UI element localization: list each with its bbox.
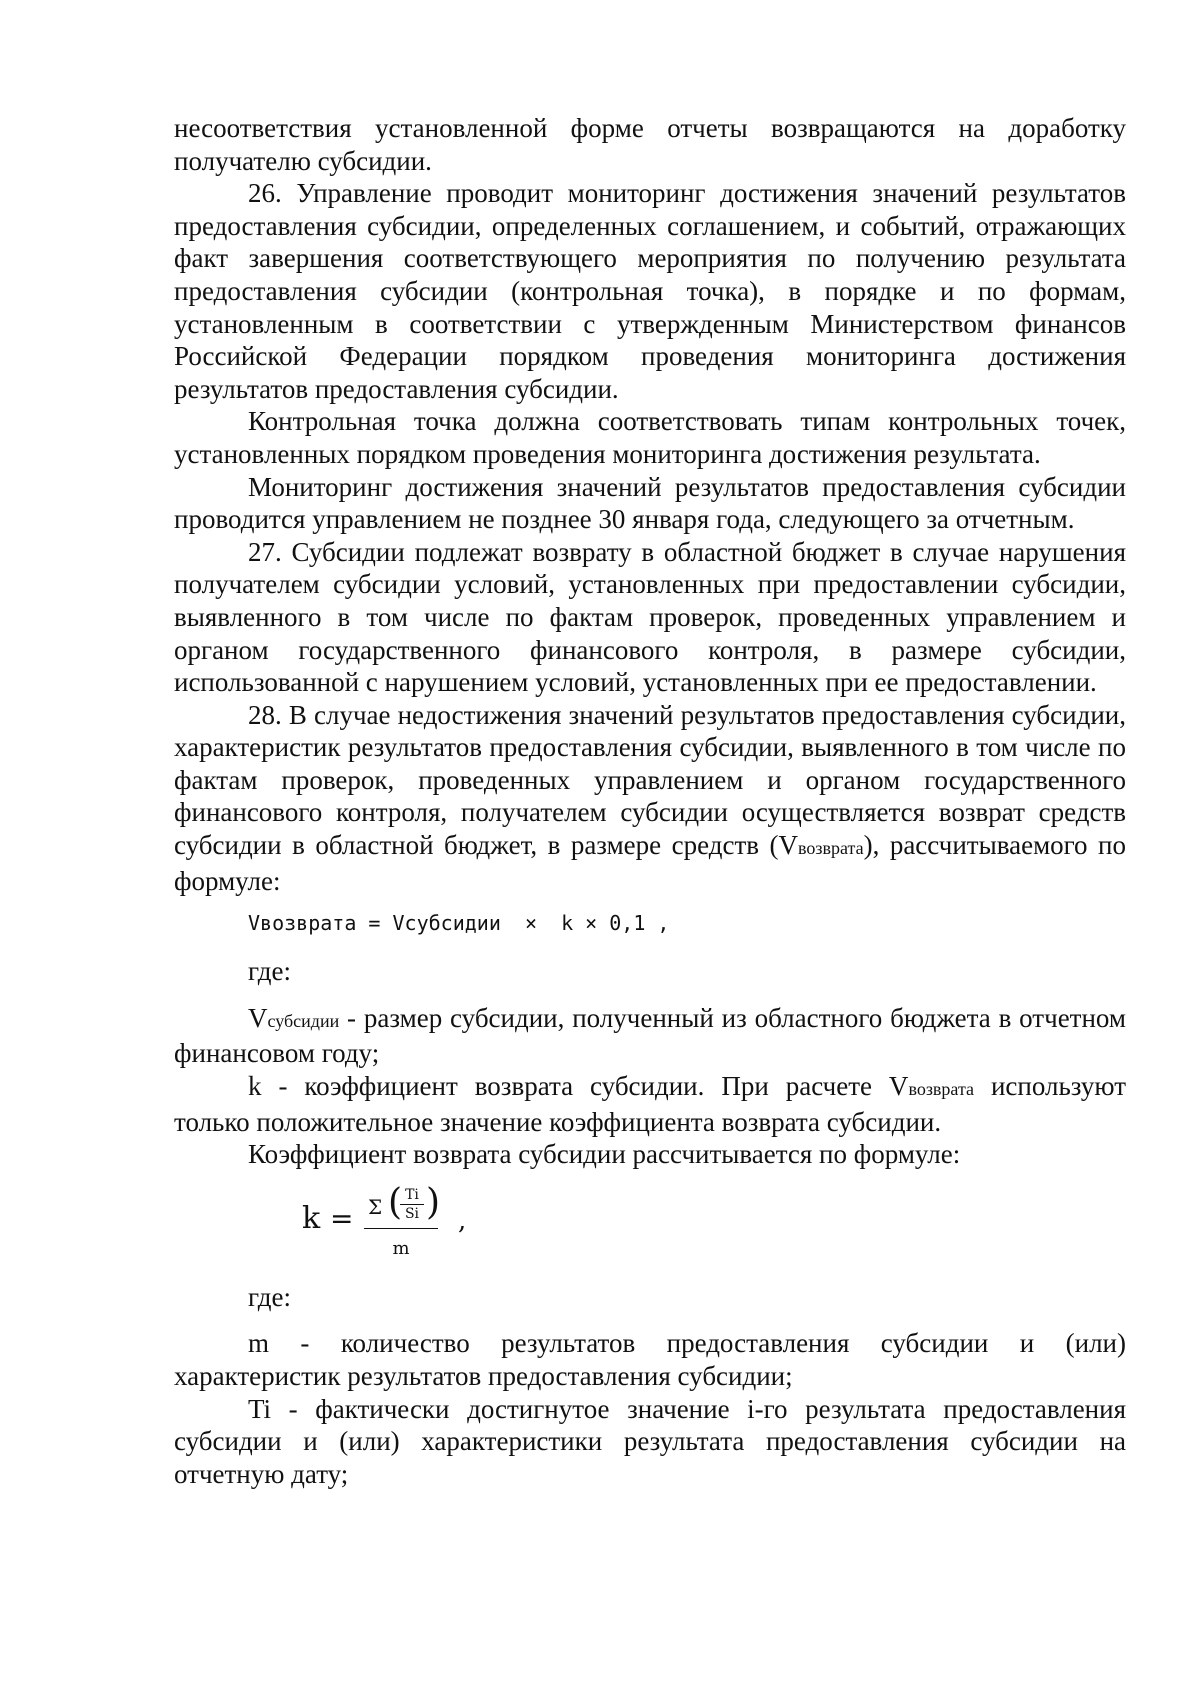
sigma-symbol: Σ	[368, 1194, 383, 1219]
definition-v-subsidy	[174, 1002, 1126, 1070]
paragraph-28	[174, 699, 1126, 898]
formula-numerator	[364, 1181, 441, 1225]
where-label-2: где:	[248, 1281, 291, 1312]
definition-v-text: - размер субсидии, полученный из областного бюджета в отчетном финансовом году;	[174, 1002, 1126, 1069]
paragraph-continued: несоответствия установленной форме отчеты возвращаются на доработку получателю субсидии.	[174, 113, 1126, 176]
ratio-ti: Ti	[405, 1186, 419, 1203]
where-label-1: где:	[248, 956, 291, 987]
paragraph-28-tail: ), рассчитываемого по формуле:	[174, 830, 1126, 896]
left-paren: (	[388, 1181, 403, 1223]
right-paren: )	[426, 1181, 441, 1223]
formula-return-amount: Vвозврата = Vсубсидии × k × 0,1 ,	[248, 911, 670, 936]
definition-k	[174, 1070, 1126, 1138]
coefficient-intro: Коэффициент возврата субсидии рассчитывается по формуле:	[248, 1139, 961, 1170]
formula-comma: ,	[458, 1205, 467, 1236]
fraction-bar	[364, 1228, 438, 1229]
definition-ti: Ti - фактически достигнутое значение i-го результата предоставления субсидии и (или) характеристики результата предоставления субсидии на отчетную дату;	[174, 1393, 1126, 1489]
formula-k-symbol: k	[302, 1200, 321, 1236]
definition-v-symbol: V	[248, 1002, 268, 1033]
paragraph-monitoring-deadline: Мониторинг достижения значений результатов предоставления субсидии проводится управлением не позднее 30 января года, следующего за отчетным.	[174, 471, 1126, 535]
ratio-bar	[400, 1204, 424, 1205]
definition-k-tail: используют только положительное значение коэффициента возврата субсидии.	[174, 1071, 1126, 1137]
definition-k-text: k - коэффициент возврата субсидии. При расчете V	[248, 1071, 909, 1102]
ratio-si: Si	[404, 1205, 420, 1222]
definition-v-subscript: субсидии	[267, 1010, 340, 1031]
ratio-ti-si	[400, 1187, 424, 1222]
paragraph-27: 27. Субсидии подлежат возврату в областной бюджет в случае нарушения получателем субсидии условий, установленных при предоставлении субсидии, выявленного в том числе по фактам проверок, проведенных управлением и органом государственного финансового контроля, в размере субсидии, использованной с нарушением условий, установленных при ее предоставлении.	[174, 536, 1126, 698]
definition-m: m - количество результатов предоставления субсидии и (или) характеристик результатов предоставления субсидии;	[174, 1328, 1126, 1391]
formula-coefficient	[302, 1183, 1126, 1267]
definition-k-subscript: возврата	[908, 1079, 975, 1100]
paragraph-28-text: 28. В случае недостижения значений результатов предоставления субсидии, характеристик результатов предоставления субсидии, выявленного в том числе по фактам проверок, проведенных управлением и органом государственного финансового контроля, получателем субсидии осуществляется возврат средств субсидии в областной бюджет, в размере средств (V	[174, 699, 1126, 861]
document-body	[174, 112, 1126, 1490]
formula-denominator: m	[392, 1237, 410, 1259]
formula-equals: =	[330, 1201, 354, 1235]
paragraph-control-point: Контрольная точка должна соответствовать типам контрольных точек, установленных порядком проведения мониторинга достижения результата.	[174, 406, 1126, 469]
paragraph-28-subscript: возврата	[798, 838, 864, 859]
paragraph-26: 26. Управление проводит мониторинг достижения значений результатов предоставления субсидии, определенных соглашением, и событий, отражающих факт завершения соответствующего мероприятия по получению результата предоставления субсидии (контрольная точка), в порядке и по формам, установленным в соответствии с утвержденным Министерством финансов Российской Федерации порядком проведения мониторинга достижения результатов предоставления субсидии.	[174, 178, 1126, 404]
